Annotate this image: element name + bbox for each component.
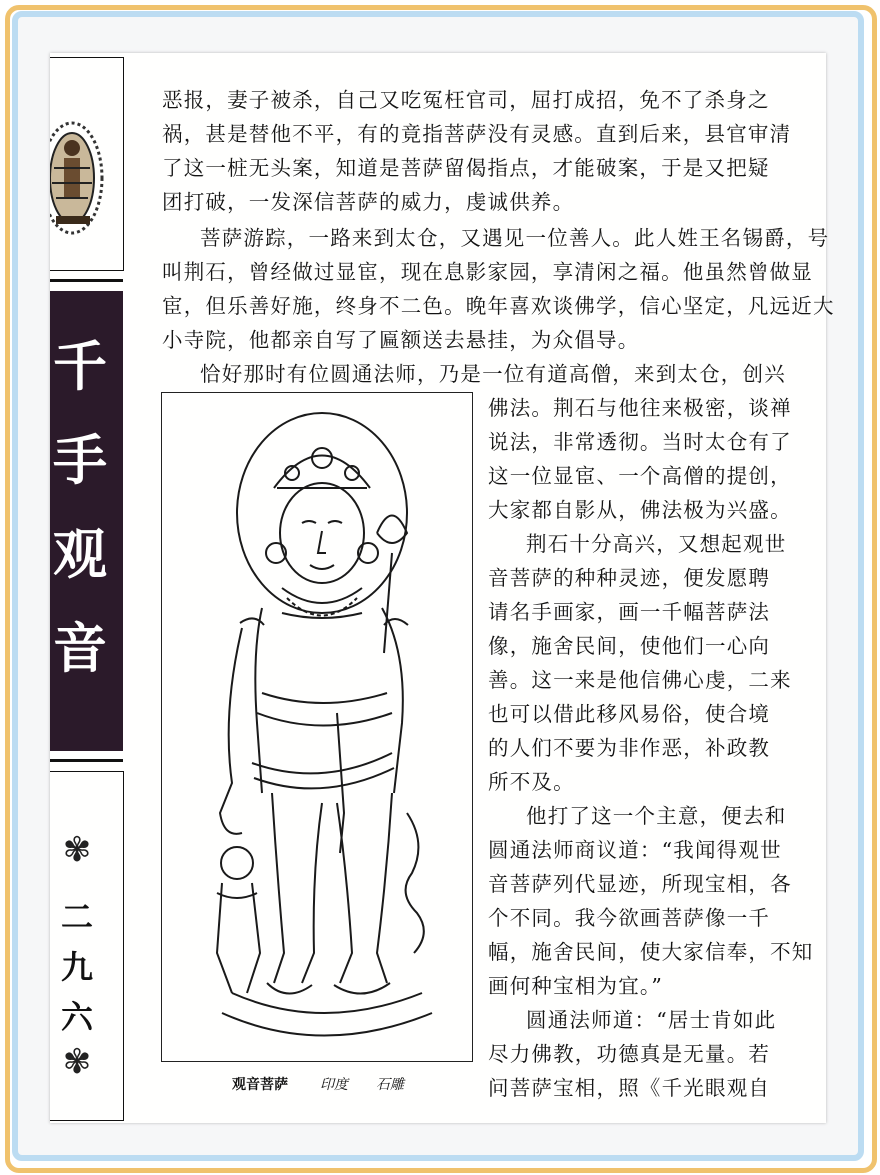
text-line: 祸，甚是替他不平，有的竟指菩萨没有灵感。直到后来，县官审清 xyxy=(162,122,792,146)
sidebar-rule xyxy=(50,279,123,282)
text-line: 幅，施舍民间，使大家信奉，不知 xyxy=(488,940,814,964)
text-line: 了这一桩无头案，知道是菩萨留偈指点，才能破案，于是又把疑 xyxy=(162,156,770,180)
book-title-char: 手 xyxy=(53,428,107,492)
text-line: 所不及。 xyxy=(488,770,575,794)
text-line: 请名手画家，画一千幅菩萨法 xyxy=(488,600,771,624)
book-title-block xyxy=(50,291,123,751)
flower-ornament-icon: ✾ xyxy=(62,830,92,870)
book-title-char: 千 xyxy=(53,334,107,398)
text-line: 像，施舍民间，使他们一心向 xyxy=(488,634,771,658)
text-line: 音菩萨列代显迹，所现宝相，各 xyxy=(488,872,792,896)
text-line: 说法，非常透彻。当时太仓有了 xyxy=(488,430,792,454)
sidebar-rule xyxy=(50,759,123,762)
book-page xyxy=(50,53,835,1123)
text-line: 这一位显宦、一个高僧的提创， xyxy=(488,464,792,488)
text-line: 恶报，妻子被杀，自己又吃冤枉官司，屈打成招，免不了杀身之 xyxy=(162,88,770,112)
text-line: 他打了这一个主意，便去和 xyxy=(526,804,787,828)
bodhisattva-statue-illustration xyxy=(162,393,472,1061)
book-title-char: 观 xyxy=(53,522,107,586)
text-line: 个不同。我今欲画菩萨像一千 xyxy=(488,906,771,930)
figure-box xyxy=(161,392,473,1062)
sidebar-emblem-box xyxy=(50,57,124,271)
text-line: 菩萨游踪，一路来到太仓，又遇见一位善人。此人姓王名锡爵，号 xyxy=(200,226,830,250)
text-line: 恰好那时有位圆通法师，乃是一位有道高僧，来到太仓，创兴 xyxy=(200,362,786,386)
page-number-char: 六 xyxy=(60,998,93,1036)
text-line: 画何种宝相为宜。” xyxy=(488,974,664,998)
text-line: 叫荆石，曾经做过显宦，现在息影家园，享清闲之福。他虽然曾做显 xyxy=(162,260,813,284)
figure-caption-material: 石雕 xyxy=(376,1077,404,1093)
text-line: 荆石十分高兴，又想起观世 xyxy=(526,532,787,556)
text-line: 尽力佛教，功德真是无量。若 xyxy=(488,1042,771,1066)
page-number-char: 九 xyxy=(60,948,93,986)
text-line: 佛法。荆石与他往来极密，谈禅 xyxy=(488,396,792,420)
text-line: 善。这一来是他信佛心虔，二来 xyxy=(488,668,792,692)
page-number-box xyxy=(50,771,124,1121)
text-line: 圆通法师商议道：“我闻得观世 xyxy=(488,838,782,862)
text-line: 问菩萨宝相，照《千光眼观自 xyxy=(488,1076,771,1100)
figure-caption-title: 观音菩萨 xyxy=(232,1077,288,1093)
text-line: 小寺院，他都亲自写了匾额送去悬挂，为众倡导。 xyxy=(162,328,640,352)
text-line: 宦，但乐善好施，终身不二色。晚年喜欢谈佛学，信心坚定，凡远近大 xyxy=(162,294,835,318)
text-line: 大家都自影从，佛法极为兴盛。 xyxy=(488,498,792,522)
deity-emblem-icon xyxy=(50,108,110,248)
page-number-char: 二 xyxy=(60,898,93,936)
book-title-char: 音 xyxy=(53,616,107,680)
text-line: 圆通法师道：“居士肯如此 xyxy=(526,1008,777,1032)
text-line: 团打破，一发深信菩萨的威力，虔诚供养。 xyxy=(162,190,575,214)
figure-caption-origin: 印度 xyxy=(320,1077,348,1093)
flower-ornament-icon: ✾ xyxy=(62,1042,92,1082)
text-line: 也可以借此移风易俗，使合境 xyxy=(488,702,771,726)
text-line: 的人们不要为非作恶，补政教 xyxy=(488,736,771,760)
text-line: 音菩萨的种种灵迹，便发愿聘 xyxy=(488,566,771,590)
